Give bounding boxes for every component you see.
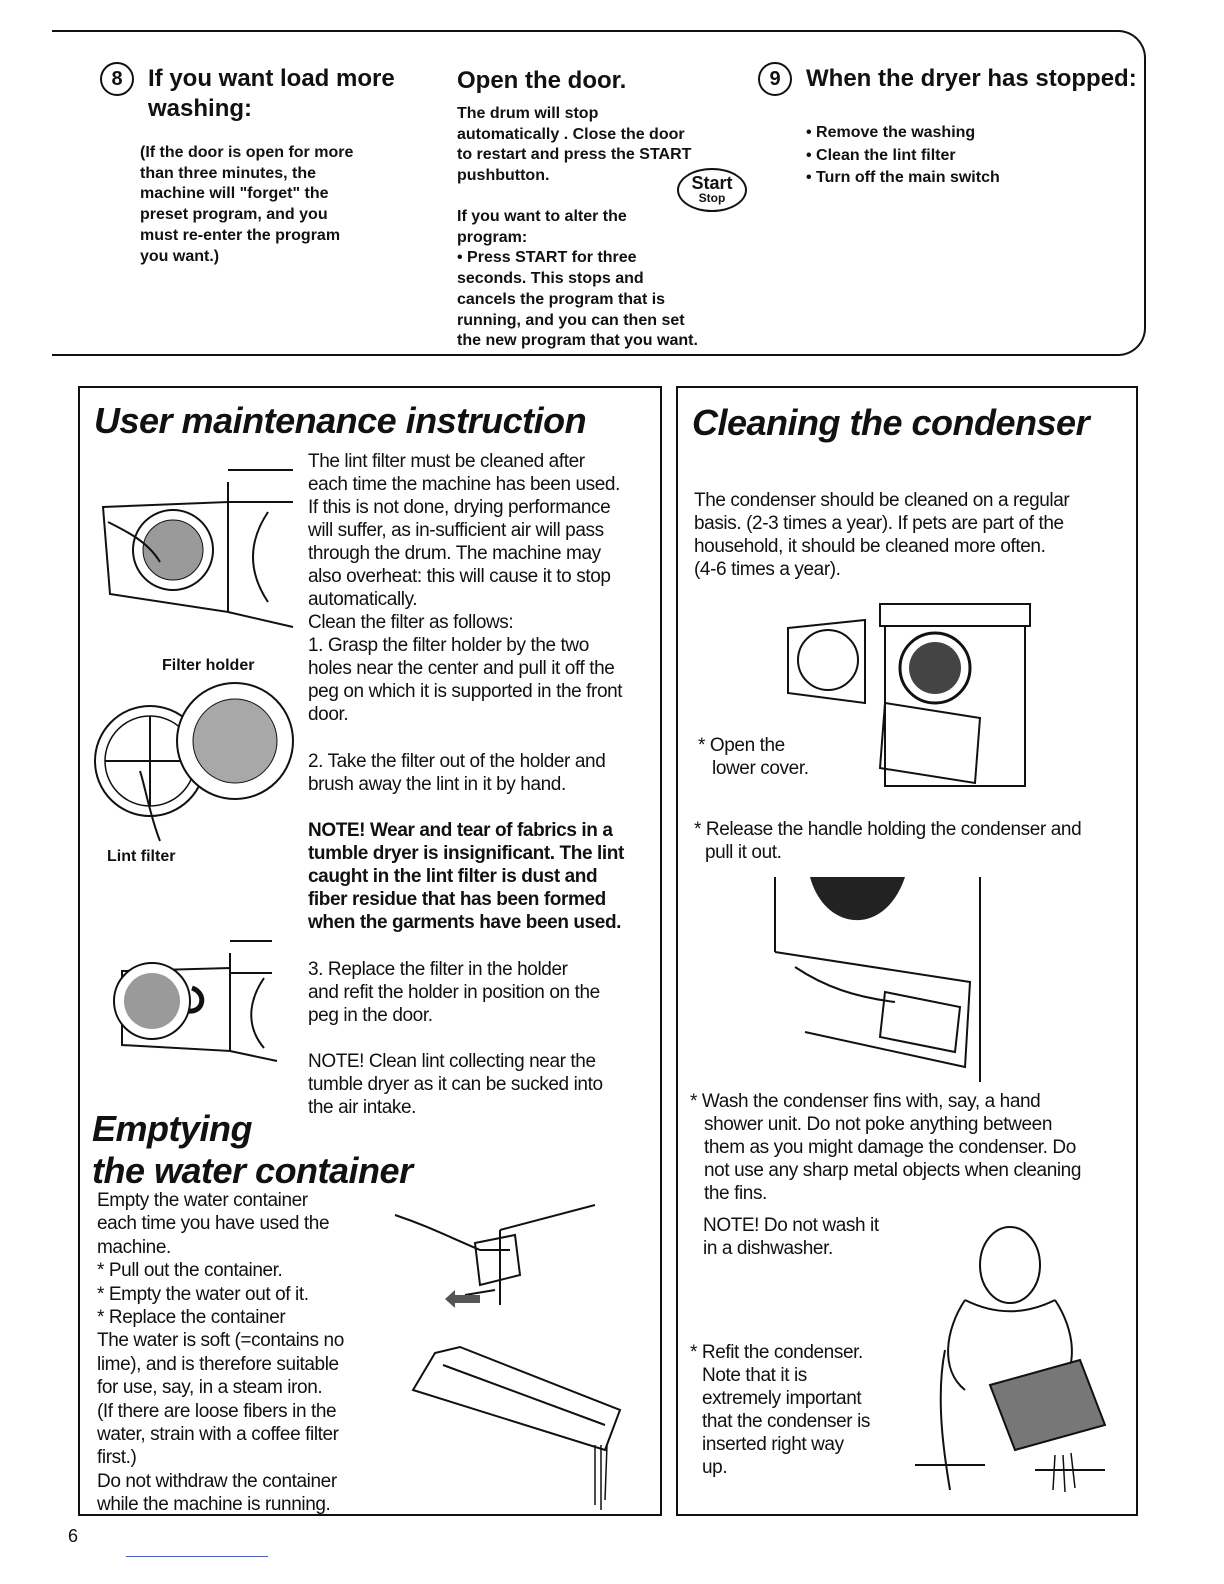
text-line: for use, say, in a steam iron. [97,1377,323,1399]
text-line: up. [702,1457,728,1478]
title-line: Emptying [92,1108,253,1149]
text-line: peg on which it is supported in the front [308,681,623,702]
text-line: basis. (2-3 times a year). If pets are part of the [694,513,1064,534]
text-line: door. [308,704,349,725]
open-door-heading: Open the door. [457,67,627,94]
release-text [694,818,1124,864]
drum [909,642,961,694]
text-line: 3. Replace the filter in the holder [308,959,568,980]
text-line: extremely important [702,1388,862,1409]
text-line: water, strain with a coffee filter [97,1424,339,1446]
text-line: must re-enter the program [140,226,341,244]
text-line: NOTE! Do not wash it [703,1215,879,1236]
text-line: (If there are loose fibers in the [97,1400,337,1422]
pull-condenser-illustration [765,872,1050,1082]
step-9-number: 9 [769,67,781,90]
text-line: Note that it is [702,1365,807,1386]
text-line: and refit the holder in position on the [308,982,600,1003]
condenser-title: Cleaning the condenser [692,402,1090,443]
filter-holder-illustration [90,676,300,846]
text-line: holes near the center and pull it off the [308,658,615,679]
condenser-note [703,1214,879,1260]
text-line: Do not withdraw the container [97,1470,337,1492]
text-line: machine will "forget" the [140,185,329,203]
water-container-illustration [405,1345,630,1510]
footer-rule [126,1556,268,1557]
emptying-text [97,1189,397,1517]
text-line: the new program that you want. [457,332,698,350]
filter-mesh [124,973,180,1029]
maintenance-note-bold [308,819,658,934]
refit-text [690,1341,870,1479]
text-line: The water is soft (=contains no [97,1330,344,1352]
text-line: The condenser should be cleaned on a regular [694,490,1070,511]
text-line: The drum will stop [457,105,599,122]
pull-container-illustration [385,1195,610,1310]
text-line: pushbutton. [457,167,550,185]
text-line: automatically. [308,589,418,610]
wash-text [690,1090,1130,1205]
text-line: the air intake. [308,1097,417,1118]
step-9-list [806,122,1000,190]
text-line: seconds. This stops and [457,270,644,288]
text-line: to restart and press the START [457,146,692,164]
alter-program-text [457,207,757,352]
text-line: while the machine is running. [97,1494,331,1516]
text-line: automatically . Close the door [457,125,685,143]
text-line: household, it should be cleaned more often. [694,536,1046,557]
dryer-open-cover-illustration [780,598,1035,788]
text-line: * Empty the water out of it. [97,1283,309,1305]
text-line: * Wash the condenser fins with, say, a hand [690,1091,1041,1112]
text-line: first.) [97,1447,137,1469]
text-line: tumble dryer is insignificant. The lint [308,843,624,864]
text-line: shower unit. Do not poke anything between [704,1114,1053,1135]
text-line: Empty the water container [97,1190,308,1211]
text-line: also overheat: this will cause it to stop [308,566,611,587]
text-line: NOTE! Wear and tear of fabrics in a [308,820,613,841]
condenser-unit [990,1360,1105,1450]
text-line: * Release the handle holding the condenser and [694,819,1082,840]
replace-filter-illustration [92,933,282,1073]
text-line: * Open the [698,735,785,756]
text-line: peg in the door. [308,1005,433,1026]
start-label: Start [691,173,733,193]
text-line: preset program, and you [140,206,328,224]
text-line: (4-6 times a year). [694,559,841,580]
maintenance-steps-text [308,450,658,726]
text-line: each time you have used the [97,1213,330,1235]
list-item: • Turn off the main switch [806,169,1000,186]
step-8-note [140,143,440,267]
text-line: caught in the lint filter is dust and [308,866,598,887]
text-line: * Replace the container [97,1307,286,1329]
step-8-number: 8 [111,67,123,90]
text-line: cancels the program that is [457,290,666,308]
text-line: not use any sharp metal objects when cleaning [704,1160,1082,1181]
text-line: machine. [97,1236,171,1258]
text-line: lower cover. [712,758,809,779]
text-line: fiber residue that has been formed [308,889,606,910]
text-line: each time the machine has been used. [308,474,620,495]
text-line: will suffer, as in-sufficient air will pass [308,520,604,541]
filter-mesh [193,699,277,783]
step-9-badge [758,62,792,96]
maintenance-title: User maintenance instruction [94,400,587,441]
text-line: tumble dryer as it can be sucked into [308,1074,603,1095]
woman-washing-condenser-illustration [905,1220,1110,1495]
condenser-intro [694,489,1124,581]
text-line: The lint filter must be cleaned after [308,451,585,472]
text-line: program: [457,228,528,246]
text-line: through the drum. The machine may [308,543,601,564]
caption-lint-filter: Lint filter [107,848,176,865]
list-item: • Remove the washing [806,124,976,141]
door-filter [798,630,858,690]
list-item: • Clean the lint filter [806,146,956,164]
text-line: If you want to alter the [457,208,627,225]
text-line: * Refit the condenser. [690,1342,863,1363]
emptying-title [92,1108,413,1192]
caption-filter-holder: Filter holder [162,657,255,674]
text-line: the fins. [704,1183,767,1204]
text-line: in a dishwasher. [703,1238,833,1259]
title-line: the water container [92,1150,413,1191]
start-stop-button-illustration [677,168,747,212]
text-line: that the condenser is [702,1411,870,1432]
text-line: inserted right way [702,1434,844,1455]
text-line: them as you might damage the condenser. Do [704,1137,1076,1158]
maintenance-step-3 [308,958,658,1027]
text-line: brush away the lint in it by hand. [308,774,566,795]
step-8-badge [100,62,134,96]
text-line: Clean the filter as follows: [308,612,514,633]
open-cover-text [698,734,809,780]
step-8-heading-line: washing: [148,95,253,122]
text-line: • Press START for three [457,249,637,267]
step-8-heading [148,64,395,124]
text-line: pull it out. [705,842,782,863]
text-line: If this is not done, drying performance [308,497,611,518]
step-8-heading-line: If you want load more [148,65,395,92]
text-line: lime), and is therefore suitable [97,1353,339,1375]
text-line: you want.) [140,247,220,265]
lint-filter-door-illustration [88,462,298,627]
text-line: 2. Take the filter out of the holder and [308,751,606,772]
maintenance-step-2 [308,750,658,796]
stop-label: Stop [698,191,726,205]
text-line: when the garments have been used. [308,912,622,933]
drum-dark [810,877,905,920]
step-9-heading: When the dryer has stopped: [806,65,1137,92]
text-line: NOTE! Clean lint collecting near the [308,1051,596,1072]
page-number: 6 [68,1526,79,1546]
text-line: than three minutes, the [140,164,317,182]
text-line: running, and you can then set [457,311,685,329]
text-line: (If the door is open for more [140,144,354,161]
water-stream [595,1445,607,1510]
text-line: 1. Grasp the filter holder by the two [308,635,589,656]
text-line: * Pull out the container. [97,1260,283,1282]
